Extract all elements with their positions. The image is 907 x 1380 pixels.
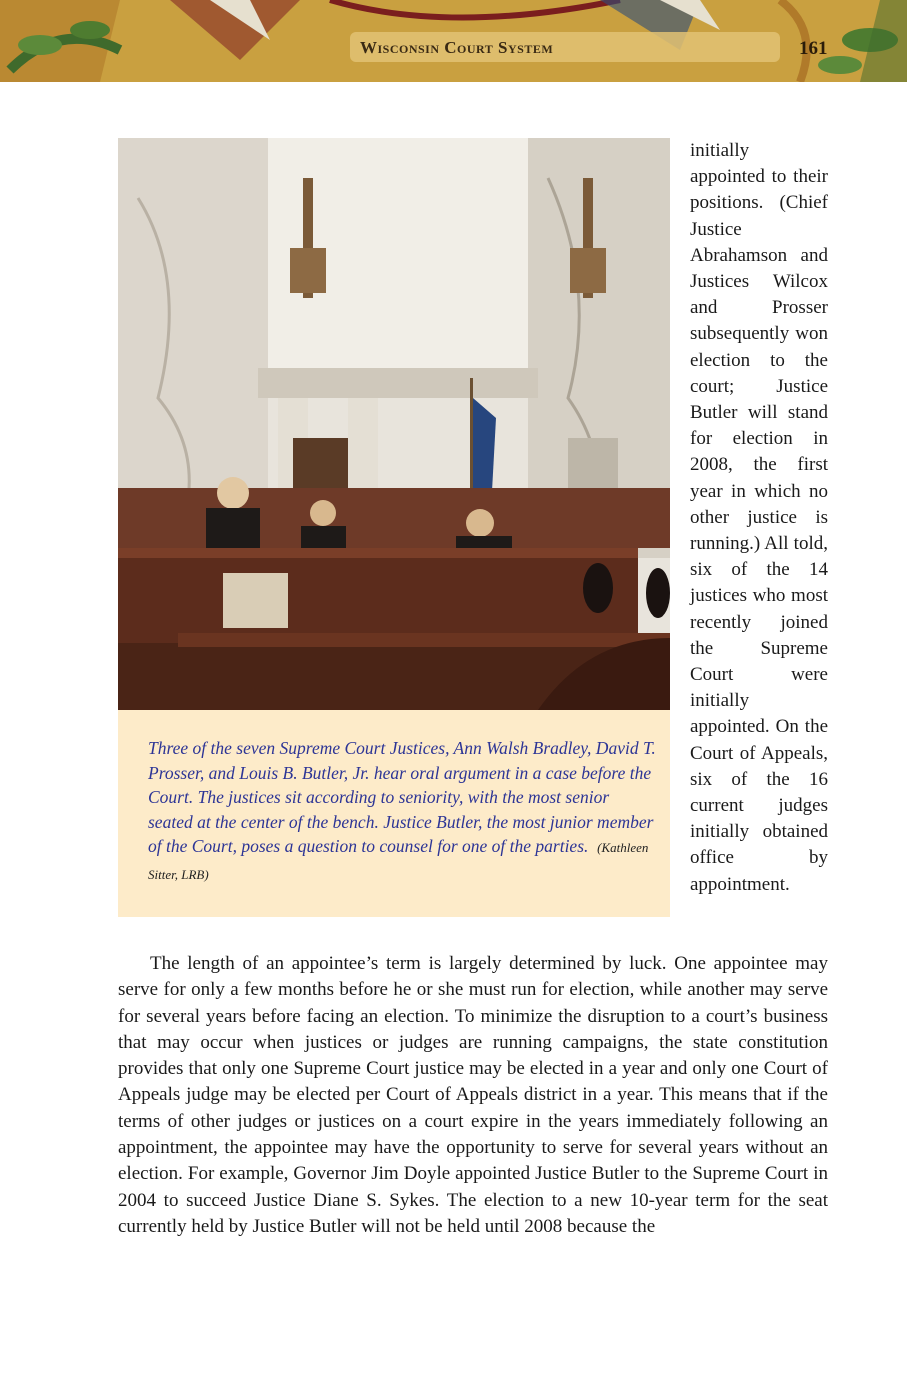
page-number: 161 bbox=[799, 38, 828, 59]
side-column bbox=[690, 138, 828, 898]
body-text bbox=[118, 951, 828, 1240]
photo-caption-box bbox=[118, 710, 670, 917]
caption-text: Three of the seven Supreme Court Justices, Ann Walsh Bradley, David T. Prosser, and Louis B. Butler, Jr. hear oral argument in a case before the Court. The justices sit according to seniority, with the most senior seated at the center of the bench. Justice Butler, the most junior member of the Court, poses a question to counsel for one of the parties. bbox=[148, 738, 656, 856]
photo-credit: (Kathleen Sitter, LRB) bbox=[148, 840, 649, 882]
header-banner bbox=[0, 0, 907, 82]
courtroom-illustration bbox=[118, 138, 670, 710]
courtroom-photo bbox=[118, 138, 670, 710]
section-title: Wisconsin Court System bbox=[360, 38, 554, 57]
side-column-text: initially appointed to their positions. (Chief Justice Abrahamson and Justices Wilcox and Prosser subsequently won election to the court; Justice Butler will stand for election in 2008, the first year in which no other justice is running.) All told, six of the 14 justices who most recently joined the Supreme Court were initially appointed. On the Court of Appeals, six of the 16 current judges initially obtained office by appointment. bbox=[690, 140, 828, 895]
photo-caption bbox=[148, 736, 658, 887]
body-paragraph: The length of an appointee’s term is largely determined by luck. One appointee may serve for only a few months before he or she must run for election, while another may serve for several years before facing an election. To minimize the disruption to a court’s business that may occur when justices or judges are running campaigns, the state constitution provides that only one Supreme Court justice may be elected in a year and only one Court of Appeals judge may be elected per Court of Appeals district in a year. This means that if the terms of other judges or justices on a court expire in the years immediately following an appointment, the appointee may have the opportunity to serve for several years without an election. For example, Governor Jim Doyle appointed Justice Butler to the Supreme Court in 2004 to succeed Justice Diane S. Sykes. The election to a new 10-year term for the seat currently held by Justice Butler will not be held until 2008 because the bbox=[118, 953, 828, 1237]
